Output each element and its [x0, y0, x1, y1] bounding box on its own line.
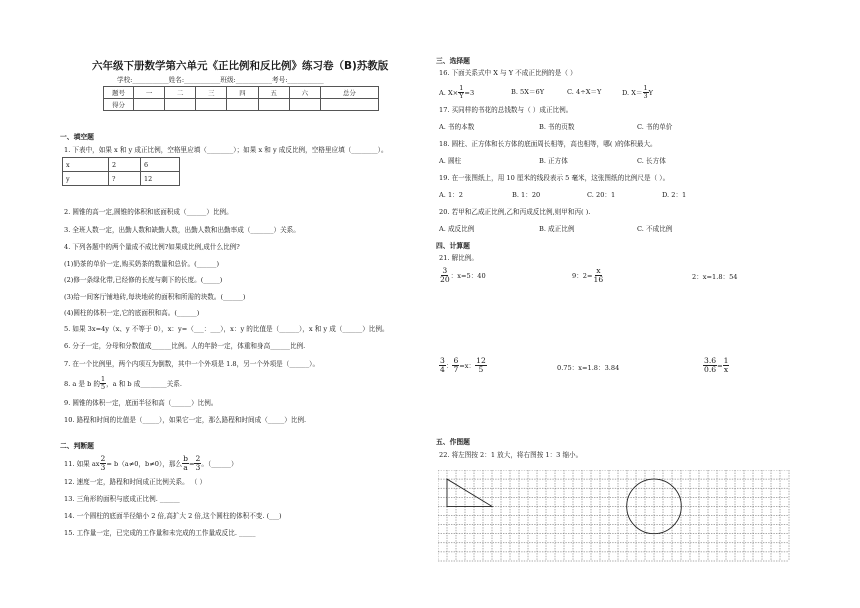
option-text: =3 [464, 88, 475, 97]
question-15: 15. 工作量一定，已完成的工作量和未完成的工作量成反比. _____ [64, 529, 256, 537]
question-20-option-c: C. 不成比例 [637, 225, 673, 233]
fraction-denominator: Y [459, 92, 464, 100]
score-entry-cell[interactable] [165, 99, 196, 111]
question-17-option-c: C. 书的单价 [637, 123, 673, 131]
question-18-option-a: A. 圆柱 [439, 157, 462, 165]
question-21: 21. 解比例。 [439, 254, 478, 262]
question-19-option-a: A. 1：2 [439, 191, 463, 199]
question-4-part-2: (2)修一条绿化带,已经修的长度与剩下的长度。(_____) [64, 276, 223, 284]
fraction-denominator: a [183, 463, 188, 472]
question-2: 2. 圆锥的高一定,圆锥的体积和底面积成（______）比例。 [64, 208, 233, 216]
xy-cell: 6 [141, 158, 180, 172]
fraction-twelve-fifths [475, 357, 487, 374]
equals-sign: = [717, 361, 723, 370]
question-11 [64, 455, 238, 472]
equation-text: ： [445, 361, 453, 370]
question-8-text-start: 8. a 是 b 的 [64, 379, 101, 388]
score-table-header-row [104, 87, 379, 99]
question-19-option-d: D. 2：1 [662, 191, 687, 199]
xy-table [62, 157, 180, 186]
question-19: 19. 在一张图纸上，用 10 厘米的线段表示 5 毫米，这张图纸的比例尺是（ ）。 [439, 174, 670, 182]
score-cell: 五 [258, 87, 289, 99]
option-text: Y [648, 88, 653, 97]
xy-cell: y [63, 172, 109, 186]
question-17: 17. 买同样的书花的总钱数与（ ）成正比例。 [439, 106, 573, 114]
question-16: 16. 下面关系式中 X 与 Y 不成正比例的是（ ） [439, 69, 577, 77]
question-4: 4. 下列各题中的两个量成不成比例?如果成比例,成什么比例? [64, 243, 240, 251]
option-text: A. X× [439, 88, 459, 97]
fraction-numerator: 12 [476, 356, 486, 365]
question-17-option-a: A. 书的本数 [439, 123, 475, 131]
question-14: 14. 一个圆柱的底面半径缩小 2 倍,高扩大 2 倍,这个圆柱的体积不变. (___) [64, 512, 282, 520]
question-3: 3. 全班人数一定，出勤人数和缺勤人数，出勤人数和出勤率成（_______）关系。 [64, 226, 300, 234]
question-11-text-start: 11. 如果 ax [64, 459, 100, 468]
fraction-denominator: 4 [440, 365, 445, 374]
fraction-three-twentieths [439, 267, 451, 284]
score-cell: 题号 [104, 87, 134, 99]
fraction-numerator: 3 [442, 266, 448, 275]
question-13: 13. 三角形的面积与底成正比例. ______ [64, 495, 180, 503]
question-16-option-a [439, 85, 474, 100]
score-entry-cell[interactable] [134, 99, 165, 111]
xy-cell: x [63, 158, 109, 172]
fraction-numerator: 2 [100, 454, 106, 463]
student-info-line: 学校:___________姓名:___________班级:___________考号:___________ [117, 76, 324, 84]
fraction-denominator: 5 [101, 383, 106, 391]
question-10: 10. 路程和时间的比值是（_____），如果它一定，那么路程和时间成（_____）比例. [64, 416, 307, 424]
question-7: 7. 在一个比例里，两个内项互为倒数，其中一个外项是 1.8，另一个外项是（______）。 [64, 360, 320, 368]
score-entry-cell[interactable] [258, 99, 289, 111]
equation-text: =x： [459, 361, 476, 370]
fraction-denominator: 7 [453, 365, 459, 374]
question-20: 20. 若甲和乙成正比例,乙和丙成反比例,则甲和丙( ). [439, 208, 591, 216]
equation-6 [703, 357, 729, 374]
equals-sign: = [188, 459, 195, 468]
score-table [103, 86, 379, 111]
question-19-option-b: B. 1：20 [512, 191, 541, 199]
question-4-part-4: (4)圆柱的体积一定,它的底面积和高。(______) [64, 309, 200, 317]
question-5: 5. 如果 3x=4y（x、y 不等于 0），x：y=（___：___），x：y 的比值是（______），x 和 y 成（______）比例。 [64, 325, 389, 333]
fraction-two-thirds [100, 455, 107, 472]
section-heading-true-false: 二、判断题 [60, 442, 94, 450]
fraction-denominator: 16 [593, 275, 604, 284]
equation-1 [439, 267, 486, 284]
xy-row-y [63, 172, 180, 186]
xy-cell: ? [109, 172, 141, 186]
equation-text: ：x=5：40 [450, 271, 486, 280]
xy-row-x [63, 158, 180, 172]
equation-text: 9：2= [572, 271, 593, 280]
xy-cell: 12 [141, 172, 180, 186]
question-12: 12. 速度一定，路程和时间成正比例关系。 （ ） [64, 478, 207, 486]
fraction-numerator: b [183, 454, 188, 463]
fraction-numerator: 1 [643, 84, 648, 92]
question-17-option-b: B. 书的页数 [539, 123, 575, 131]
option-text: D. X＝ [622, 88, 643, 97]
question-20-option-a: A. 成反比例 [439, 225, 475, 233]
score-entry-cell[interactable] [227, 99, 258, 111]
equation-4 [439, 357, 487, 374]
question-19-option-c: C. 20：1 [587, 191, 616, 199]
score-cell: 一 [134, 87, 165, 99]
score-cell: 四 [227, 87, 258, 99]
score-cell: 六 [289, 87, 320, 99]
score-entry-cell[interactable] [289, 99, 320, 111]
fraction-six-sevenths [452, 357, 459, 374]
fraction-denominator: 3 [100, 463, 106, 472]
fraction-three-quarters [439, 357, 446, 374]
fraction-numerator: x [596, 266, 601, 275]
question-1: 1. 下表中，如果 x 和 y 成正比例，空格里应填（________）；如果 x 和 y 成反比例，空格里应填（________）。 [64, 146, 388, 154]
question-16-option-b: B. 5X＝6Y [511, 88, 545, 96]
score-table-score-row [104, 99, 379, 111]
xy-cell: 2 [109, 158, 141, 172]
section-heading-calculation: 四、计算题 [436, 242, 470, 250]
question-8-text-end: ，a 和 b 成________关系. [106, 379, 182, 388]
fraction-denominator: 5 [478, 365, 484, 374]
fraction-denominator: x [723, 365, 729, 374]
equation-2 [572, 267, 604, 284]
section-heading-multiple-choice: 三、选择题 [436, 57, 470, 65]
drawing-grid[interactable] [438, 470, 796, 562]
fraction-ratio-decimals [703, 357, 717, 374]
fraction-one-over-x [723, 357, 730, 374]
section-heading-fill-blank: 一、填空题 [60, 133, 94, 141]
question-20-option-b: B. 成正比例 [539, 225, 575, 233]
fraction-numerator: 1 [459, 84, 464, 92]
score-cell: 二 [165, 87, 196, 99]
score-entry-cell[interactable] [320, 99, 378, 111]
equation-3: 2：x=1.8：54 [692, 273, 738, 281]
question-4-part-3: (3)给一间客厅铺地砖,每块地砖的面积和所需的块数。(______) [64, 293, 246, 301]
fraction-numerator: 1 [723, 356, 729, 365]
question-11-text-middle: = b（a≠0，b≠0），那么 [106, 459, 183, 468]
fraction-two-thirds [194, 455, 201, 472]
fraction-numerator: 1 [101, 375, 106, 383]
fraction-numerator: 3 [440, 356, 445, 365]
fraction-numerator: 2 [195, 454, 201, 463]
question-18-option-c: C. 长方体 [637, 157, 666, 165]
score-cell: 得分 [104, 99, 134, 111]
question-4-part-1: (1)奶茶的单价一定,购买奶茶的数量和总价。(______) [64, 260, 220, 268]
triangle-figure [447, 479, 492, 506]
page-title: 六年级下册数学第六单元《正比例和反比例》练习卷（B)苏教版 [92, 60, 389, 72]
fraction-numerator: 3.6 [704, 356, 717, 365]
question-18: 18. 圆柱、正方体和长方体的底面周长相等，高也相等，哪( )的体积最大。 [439, 140, 657, 148]
fraction-b-over-a [182, 455, 189, 472]
fraction-denominator: 20 [440, 275, 450, 284]
fraction-denominator: 3 [643, 92, 648, 100]
question-16-option-c: C. 4÷X＝Y [567, 88, 602, 96]
equation-5: 0.75：x=1.8：3.84 [557, 364, 620, 372]
fraction-denominator: 3 [195, 463, 201, 472]
fraction-numerator: 6 [453, 356, 459, 365]
score-cell: 总分 [320, 87, 378, 99]
question-18-option-b: B. 正方体 [539, 157, 568, 165]
question-9: 9. 圆锥的体积一定，底面半径和高（______）比例。 [64, 399, 218, 407]
question-6: 6. 分子一定，分母和分数值成______比例。人的年龄一定，体重和身高______比例. [64, 342, 306, 350]
question-8 [64, 376, 182, 391]
question-16-option-d [622, 85, 653, 100]
grid-lines [438, 470, 789, 561]
section-heading-drawing: 五、作图题 [436, 438, 470, 446]
fraction-denominator: 0.6 [704, 365, 717, 374]
score-entry-cell[interactable] [196, 99, 227, 111]
fraction-x-over-16 [593, 267, 605, 284]
question-11-text-end: 。（______） [201, 459, 238, 468]
question-22: 22. 将左图按 2：1 放大，将右图按 1：3 缩小。 [439, 451, 583, 459]
score-cell: 三 [196, 87, 227, 99]
